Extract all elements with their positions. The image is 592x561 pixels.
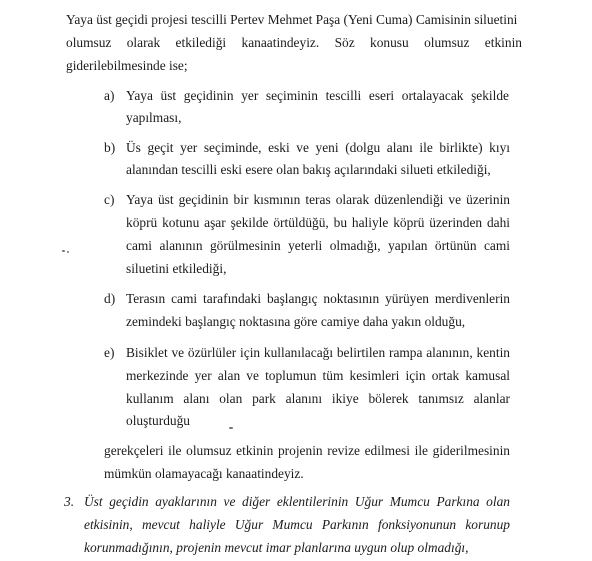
list-item-e-line-3: kullanım alanı olan park alanını ikiye bölerek tanımsız alanlar	[126, 391, 510, 406]
closing-line-1: gerekçeleri ile olumsuz etkinin projenin revize edilmesi ile giderilmesinin	[104, 443, 510, 458]
list-item-c-line-3: cami alanının görülmesinin yeterli olmadığı, yapılan örtünün cami	[126, 238, 510, 253]
section-3-number: 3.	[64, 494, 75, 509]
scan-speck	[62, 250, 65, 252]
list-item-c-line-1: Yaya üst geçidinin bir kısmının teras olarak düzenlendiği ve üzerinin	[126, 192, 510, 207]
list-item-e-line-1: Bisiklet ve özürlüler için kullanılacağı belirtilen rampa alanının, kentin	[126, 345, 510, 360]
intro-line-2: olumsuz olarak etkilediği kanaatindeyiz. Söz konusu olumsuz etkinin	[66, 35, 522, 50]
scan-speck	[67, 251, 69, 253]
list-item-c-line-4: siluetini etkilediği,	[126, 261, 227, 276]
list-item-b-line-2: alanından tescilli eski esere olan bakış açılarındaki silueti etkilediği,	[126, 162, 491, 177]
list-marker-b: b)	[104, 140, 116, 155]
list-item-b-line-1: Üs geçit yer seçiminde, eski ve yeni (dolgu alanı ile birlikte) kıyı	[126, 140, 510, 155]
list-item-d-line-2: zemindeki başlangıç noktasına göre camiye daha yakın olduğu,	[126, 314, 466, 329]
list-item-e-line-4: oluşturduğu	[126, 413, 190, 428]
scan-speck	[229, 427, 233, 429]
list-item-d-line-1: Terasın cami tarafındaki başlangıç noktasının yürüyen merdivenlerin	[126, 291, 510, 306]
list-marker-e: e)	[104, 345, 115, 360]
list-item-a-line-1: Yaya üst geçidinin yer seçiminin tescilli eseri ortalayacak şekilde	[126, 88, 509, 103]
list-item-c-line-2: köprü kotunu aşar şekilde örtüldüğü, bu haliyle köprü üzerinden dahi	[126, 215, 510, 230]
intro-line-1: Yaya üst geçidi projesi tescilli Pertev Mehmet Paşa (Yeni Cuma) Camisinin siluetini	[66, 12, 518, 27]
list-item-a-line-2: yapılması,	[126, 110, 182, 125]
list-marker-a: a)	[104, 88, 115, 103]
list-item-e-line-2: merkezinde yer alan ve toplumun tüm kesimleri için ortak kamusal	[126, 368, 510, 383]
closing-line-2: mümkün olamayacağı kanaatindeyiz.	[104, 466, 304, 481]
list-marker-c: c)	[104, 192, 115, 207]
list-marker-d: d)	[104, 291, 116, 306]
section-3-line-3: korunmadığının, projenin mevcut imar planlarına uygun olup olmadığı,	[84, 540, 469, 555]
intro-line-3: giderilebilmesinde ise;	[66, 58, 188, 73]
section-3-line-1: Üst geçidin ayaklarının ve diğer eklentilerinin Uğur Mumcu Parkına olan	[84, 494, 510, 509]
section-3-line-2: etkisinin, mevcut haliyle Uğur Mumcu Parkının fonksiyonunun korunup	[84, 517, 510, 532]
